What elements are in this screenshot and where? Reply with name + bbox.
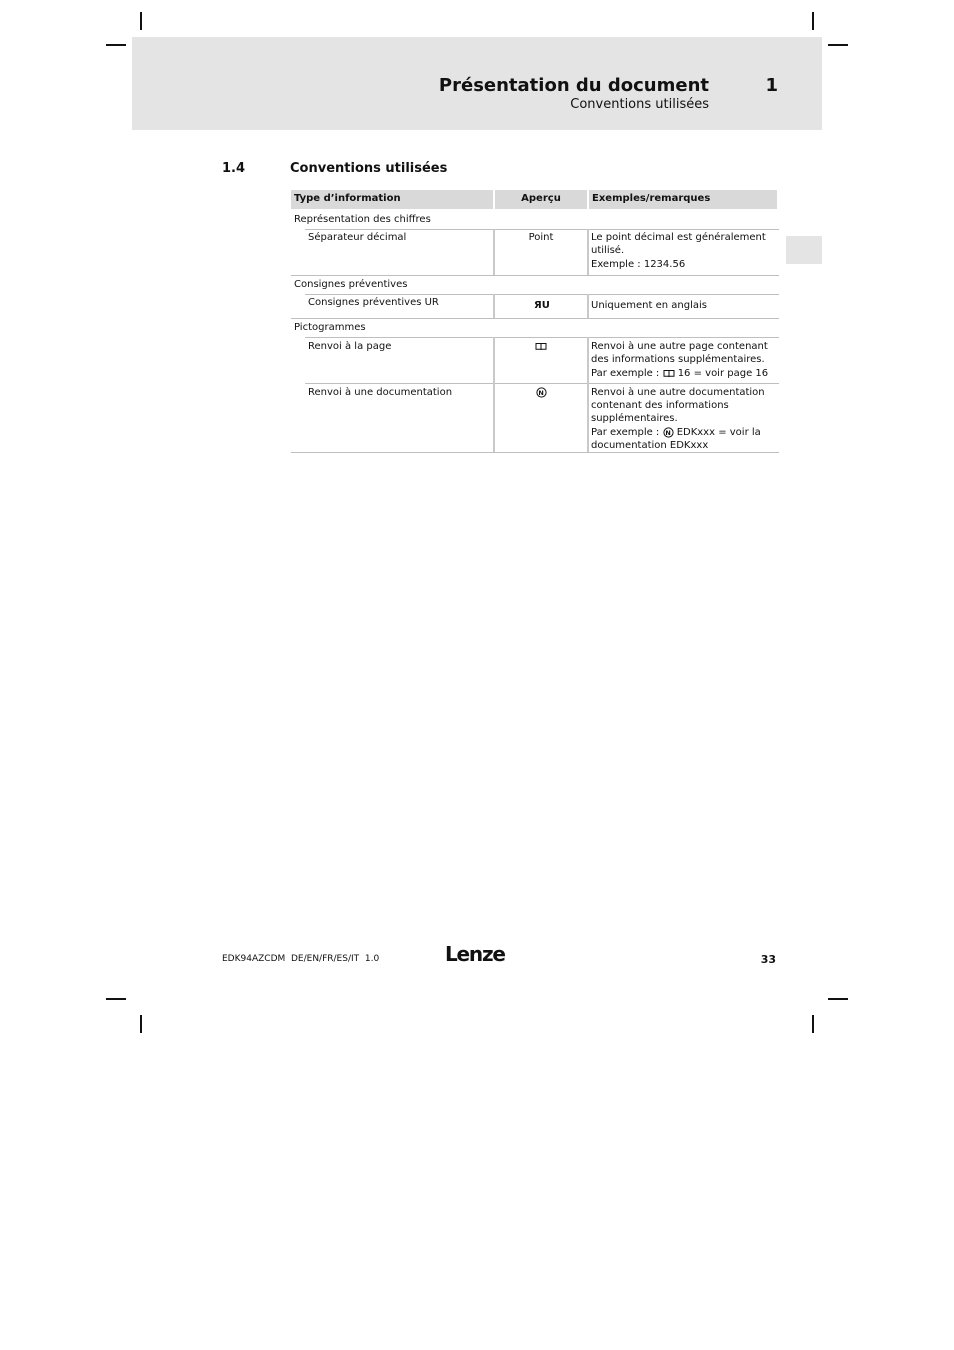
remark-line: utilisé. bbox=[591, 245, 625, 256]
remark-line: supplémentaires. bbox=[591, 413, 678, 424]
svg-text:Lenze: Lenze bbox=[445, 942, 505, 966]
chapter-number: 1 bbox=[765, 75, 778, 96]
column-divider bbox=[587, 337, 589, 383]
row-remarks bbox=[591, 299, 777, 312]
page-number: 33 bbox=[760, 953, 776, 966]
example-suffix: EDKxxx = voir la bbox=[676, 427, 761, 438]
row-preview: Point bbox=[528, 232, 554, 243]
documentation-icon bbox=[663, 427, 674, 438]
row-divider bbox=[291, 275, 779, 276]
column-divider bbox=[587, 229, 589, 275]
book-icon bbox=[535, 342, 547, 351]
row-type: Renvoi à une documentation bbox=[308, 387, 453, 398]
crop-mark bbox=[106, 998, 126, 1000]
example-prefix: Par exemple : bbox=[591, 368, 660, 379]
crop-mark bbox=[812, 12, 814, 30]
remark-line: Le point décimal est généralement bbox=[591, 232, 766, 243]
document-id: EDK94AZCDM DE/EN/FR/ES/IT 1.0 bbox=[222, 954, 380, 964]
row-type: Renvoi à la page bbox=[308, 341, 392, 352]
column-divider bbox=[493, 337, 495, 383]
svg-text:ЯU: ЯU bbox=[534, 300, 550, 311]
crop-mark bbox=[828, 998, 848, 1000]
table-header-row bbox=[291, 190, 779, 209]
remark-line: Uniquement en anglais bbox=[591, 300, 707, 311]
column-header-type: Type d’information bbox=[291, 190, 493, 209]
group-label: Pictogrammes bbox=[294, 322, 366, 333]
crop-mark bbox=[812, 1015, 814, 1033]
row-divider bbox=[305, 294, 779, 295]
crop-mark bbox=[140, 1015, 142, 1033]
row-divider bbox=[305, 229, 779, 230]
lenze-logo bbox=[444, 942, 508, 970]
section-number: 1.4 bbox=[222, 161, 246, 176]
remark-line: Renvoi à une autre documentation bbox=[591, 387, 765, 398]
example-suffix: 16 = voir page 16 bbox=[677, 368, 769, 379]
example-line bbox=[591, 426, 777, 439]
documentation-icon bbox=[536, 387, 547, 398]
row-divider bbox=[291, 318, 779, 319]
crop-mark bbox=[828, 44, 848, 46]
chapter-side-tab bbox=[786, 236, 822, 264]
section-title: Conventions utilisées bbox=[290, 161, 448, 176]
table-bottom-rule bbox=[291, 452, 779, 453]
example-line bbox=[591, 367, 777, 380]
row-remarks bbox=[591, 231, 777, 271]
row-divider bbox=[305, 383, 779, 384]
remark-line: Exemple : 1234.56 bbox=[591, 259, 686, 270]
svg-text:N: N bbox=[537, 388, 544, 397]
row-remarks bbox=[591, 386, 777, 452]
column-divider bbox=[493, 383, 495, 452]
crop-mark bbox=[140, 12, 142, 30]
chapter-subtitle: Conventions utilisées bbox=[570, 97, 709, 112]
crop-mark bbox=[106, 44, 126, 46]
row-divider bbox=[305, 337, 779, 338]
example-line-2: documentation EDKxxx bbox=[591, 440, 709, 451]
column-header-remarks: Exemples/remarques bbox=[589, 190, 777, 209]
example-prefix: Par exemple : bbox=[591, 427, 660, 438]
remark-line: des informations supplémentaires. bbox=[591, 354, 765, 365]
book-icon bbox=[663, 369, 675, 378]
svg-text:N: N bbox=[664, 428, 671, 437]
column-divider bbox=[587, 383, 589, 452]
row-preview bbox=[495, 298, 587, 311]
column-divider bbox=[493, 229, 495, 275]
column-header-preview: Aperçu bbox=[495, 190, 587, 209]
row-remarks bbox=[591, 340, 777, 380]
ur-mark-icon bbox=[534, 299, 548, 309]
remark-line: contenant des informations bbox=[591, 400, 729, 411]
remark-line: Renvoi à une autre page contenant bbox=[591, 341, 768, 352]
chapter-title: Présentation du document bbox=[438, 75, 709, 96]
column-divider bbox=[587, 294, 589, 318]
row-preview bbox=[495, 340, 587, 353]
row-type: Consignes préventives UR bbox=[308, 297, 439, 308]
row-type: Séparateur décimal bbox=[308, 232, 407, 243]
group-label: Consignes préventives bbox=[294, 279, 408, 290]
column-divider bbox=[493, 294, 495, 318]
row-preview bbox=[495, 386, 587, 399]
group-label: Représentation des chiffres bbox=[294, 214, 431, 225]
